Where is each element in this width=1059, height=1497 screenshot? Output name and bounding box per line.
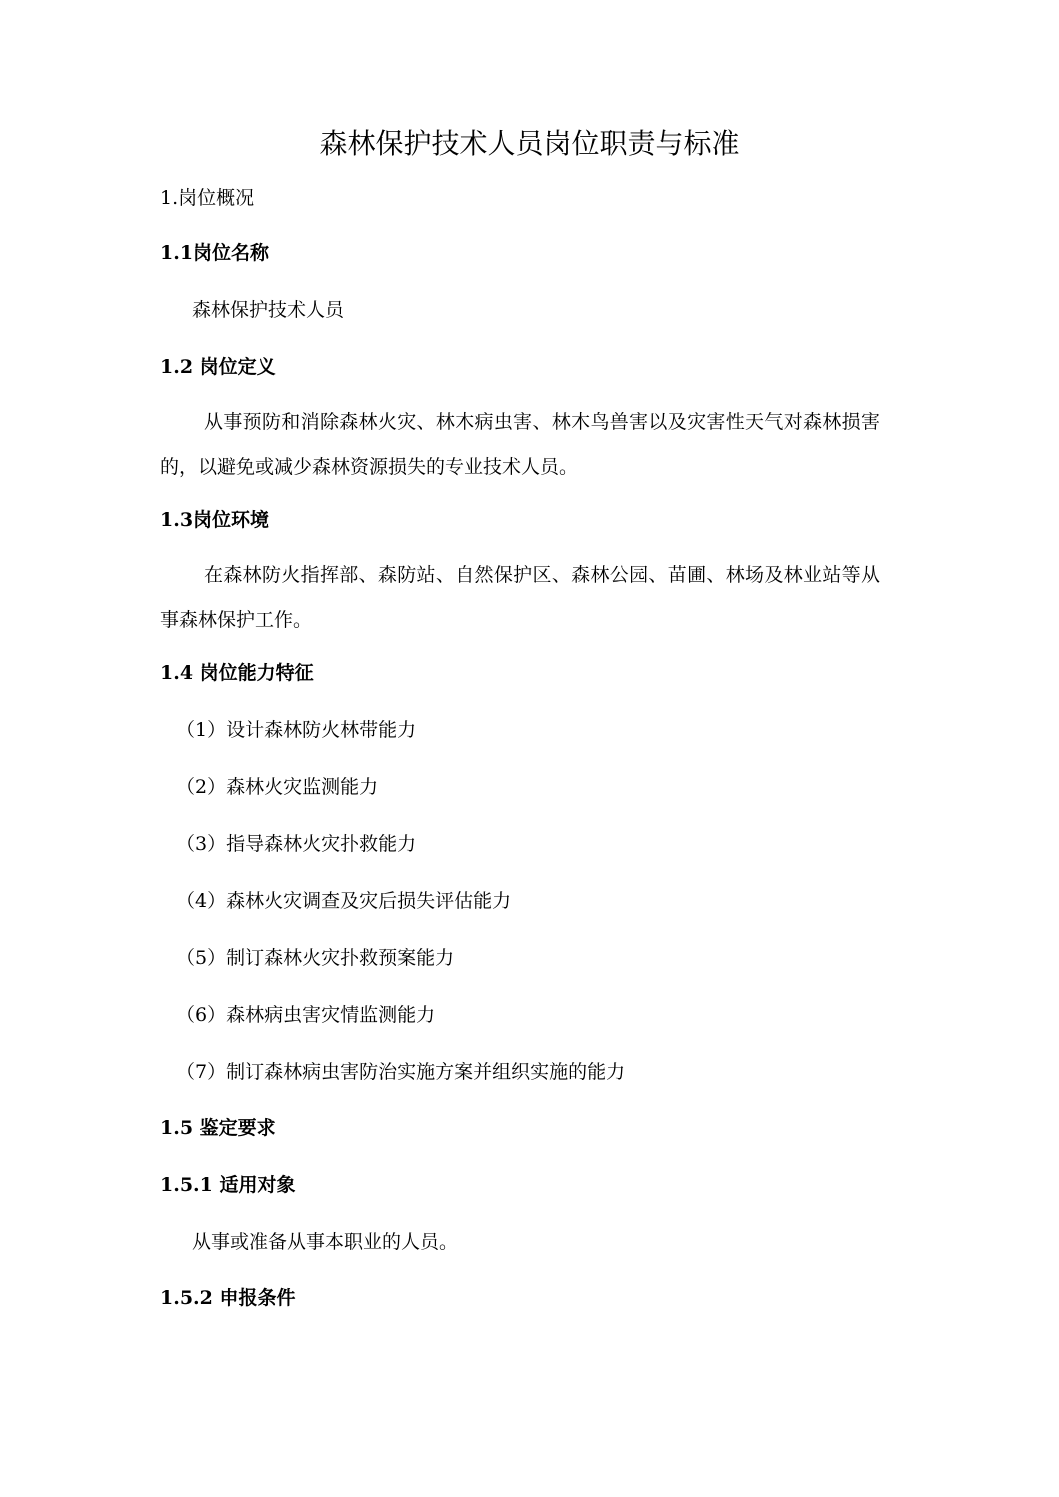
section-1-3-body: 在森林防火指挥部、森防站、自然保护区、森林公园、苗圃、林场及林业站等从事森林保护工作。 [160, 564, 880, 631]
document-title: 森林保护技术人员岗位职责与标准 [319, 127, 740, 160]
section-1-2-heading: 1.2 岗位定义 [160, 356, 276, 378]
ability-item-2: （2）森林火灾监测能力 [176, 776, 379, 798]
section-1-1-heading: 1.1岗位名称 [160, 242, 270, 264]
section-1-3-heading: 1.3岗位环境 [160, 509, 270, 531]
ability-item-7: （7）制订森林病虫害防治实施方案并组织实施的能力 [176, 1061, 626, 1083]
ability-item-1: （1）设计森林防火林带能力 [176, 719, 417, 741]
section-1-1-body: 森林保护技术人员 [192, 299, 345, 321]
section-1-5-1-body: 从事或准备从事本职业的人员。 [192, 1231, 459, 1253]
section-1-2-body: 从事预防和消除森林火灾、林木病虫害、林木鸟兽害以及灾害性天气对森林损害的，以避免或减少森林资源损失的专业技术人员。 [160, 411, 880, 478]
ability-item-6: （6）森林病虫害灾情监测能力 [176, 1004, 436, 1026]
ability-item-5: （5）制订森林火灾扑救预案能力 [176, 947, 455, 969]
ability-item-3: （3）指导森林火灾扑救能力 [176, 833, 417, 855]
section-1-5-2-heading: 1.5.2 申报条件 [160, 1287, 296, 1309]
section-1-heading: 1.岗位概况 [160, 187, 255, 209]
section-1-4-heading: 1.4 岗位能力特征 [160, 662, 314, 684]
section-1-5-1-heading: 1.5.1 适用对象 [160, 1174, 296, 1196]
section-1-5-heading: 1.5 鉴定要求 [160, 1117, 276, 1139]
ability-item-4: （4）森林火灾调查及灾后损失评估能力 [176, 890, 512, 912]
